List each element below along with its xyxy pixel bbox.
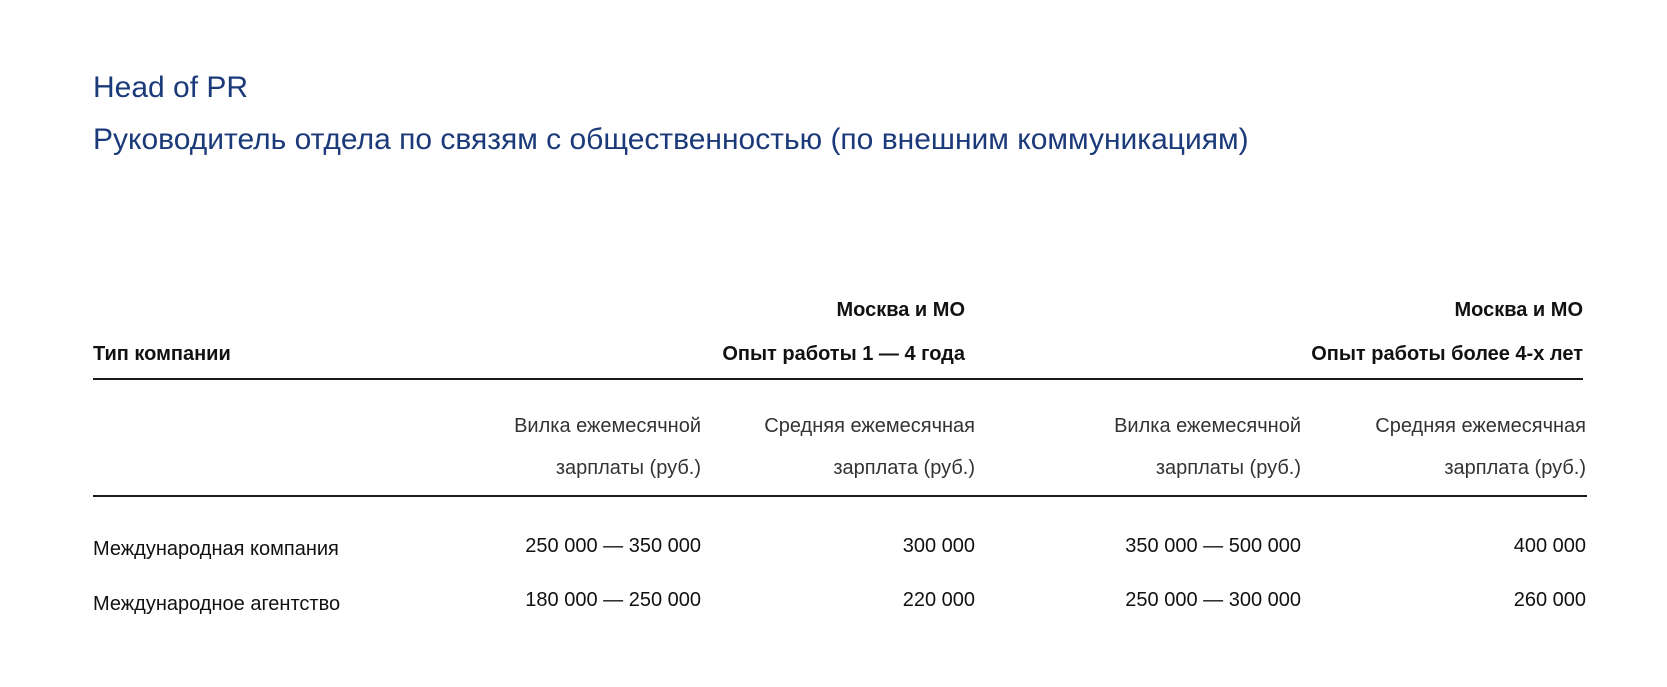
- subheader-divider: [93, 495, 1587, 497]
- row-avg-4-plus: 400 000: [1513, 535, 1586, 557]
- group-2-experience: Опыт работы более 4-х лет: [1311, 343, 1583, 365]
- company-type-header: Тип компании: [93, 343, 231, 365]
- subheader-3-line2: зарплаты (руб.): [1155, 457, 1301, 479]
- subheader-1-line2: зарплаты (руб.): [555, 457, 701, 479]
- row-range-1-4: 250 000 — 350 000: [525, 535, 701, 557]
- row-company: Международная компания: [93, 538, 339, 560]
- row-avg-1-4: 220 000: [902, 589, 975, 611]
- subheader-2-line1: Средняя ежемесячная: [764, 415, 975, 437]
- header-divider: [93, 378, 1583, 380]
- group-2-region: Москва и МО: [1454, 299, 1583, 321]
- row-avg-1-4: 300 000: [902, 535, 975, 557]
- row-range-1-4: 180 000 — 250 000: [525, 589, 701, 611]
- page-title-ru: Руководитель отдела по связям с общественностью (по внешним коммуникациям): [93, 123, 1249, 156]
- row-range-4-plus: 250 000 — 300 000: [1125, 589, 1301, 611]
- subheader-4-line2: зарплата (руб.): [1444, 457, 1586, 479]
- group-1-experience: Опыт работы 1 — 4 года: [722, 343, 965, 365]
- group-1-region: Москва и МО: [836, 299, 965, 321]
- row-range-4-plus: 350 000 — 500 000: [1125, 535, 1301, 557]
- page-title-en: Head of PR: [93, 71, 249, 104]
- subheader-1-line1: Вилка ежемесячной: [514, 415, 701, 437]
- subheader-4-line1: Средняя ежемесячная: [1375, 415, 1586, 437]
- row-company: Международное агентство: [93, 593, 341, 615]
- subheader-2-line2: зарплата (руб.): [833, 457, 975, 479]
- row-avg-4-plus: 260 000: [1513, 589, 1586, 611]
- subheader-3-line1: Вилка ежемесячной: [1114, 415, 1301, 437]
